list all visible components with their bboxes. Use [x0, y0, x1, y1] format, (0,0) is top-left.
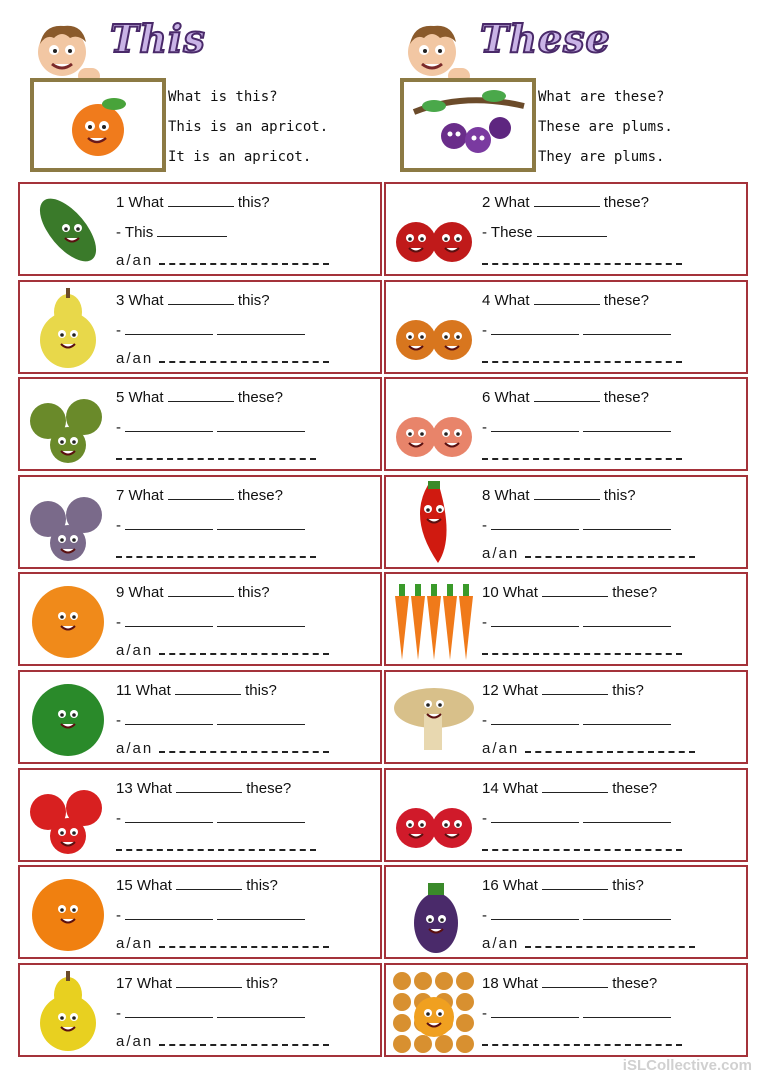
question-number: 6 [482, 389, 491, 407]
question-number: 11 [116, 682, 132, 699]
spelling-dashes[interactable] [116, 548, 316, 558]
question-tail: this? [246, 974, 278, 992]
spelling-dashes[interactable] [482, 1036, 682, 1046]
chili-pepper-icon [388, 479, 480, 565]
quince-icon [22, 967, 114, 1053]
question-number: 2 [482, 194, 491, 211]
question-tail: this? [612, 682, 644, 699]
example-line: What are these? [538, 89, 665, 105]
answer-blank[interactable] [125, 908, 213, 920]
answer-blank[interactable] [168, 293, 234, 305]
answer-blank[interactable] [491, 811, 579, 823]
answer-blank[interactable] [491, 420, 579, 432]
question-word: What [128, 291, 164, 309]
question-tail: this? [246, 877, 278, 895]
hazelnuts-icon [388, 967, 480, 1053]
exercise-card-14 [384, 768, 748, 862]
question-number: 3 [116, 291, 125, 309]
spelling-dashes[interactable] [482, 353, 682, 363]
spelling-line [482, 350, 682, 367]
article-label: a/an [482, 544, 520, 562]
answer-blank[interactable] [542, 976, 608, 988]
question-word: What [502, 682, 538, 699]
answer-blank[interactable] [583, 420, 671, 432]
answer-blank[interactable] [491, 713, 579, 725]
question-line [482, 682, 644, 699]
example-line: This is an apricot. [168, 119, 329, 135]
question-word: What [502, 584, 538, 602]
answer-line: - [116, 419, 305, 436]
question-tail: this? [603, 486, 636, 504]
spelling-line [116, 252, 329, 269]
answer-blank[interactable] [217, 323, 305, 335]
answer-line: - [482, 712, 671, 729]
answer-blank[interactable] [168, 488, 234, 500]
answer-blank[interactable] [125, 323, 213, 335]
answer-line: - [116, 810, 305, 827]
exercise-card-9 [18, 572, 382, 666]
question-word: What [136, 779, 172, 797]
question-line [116, 975, 278, 992]
question-tail: these? [237, 486, 283, 504]
answer-blank[interactable] [176, 781, 242, 793]
spelling-dashes[interactable] [159, 255, 329, 265]
answer-blank[interactable] [491, 908, 579, 920]
spelling-dashes[interactable] [116, 841, 316, 851]
question-number: 4 [482, 291, 491, 309]
question-tail: these? [603, 291, 649, 309]
title-these: These [480, 16, 611, 61]
question-line [116, 682, 277, 699]
question-word: What [136, 877, 172, 895]
answer-line: - [116, 517, 305, 534]
pear-icon [22, 284, 114, 370]
carrots-icon [388, 576, 480, 662]
answer-blank[interactable] [491, 615, 579, 627]
exercise-card-15 [18, 865, 382, 959]
question-line [116, 194, 270, 211]
question-word: What [502, 974, 538, 992]
spelling-line [482, 740, 695, 757]
answer-blank[interactable] [583, 1006, 671, 1018]
answer-line: - [482, 322, 671, 339]
spelling-dashes[interactable] [159, 743, 329, 753]
question-line [482, 389, 649, 406]
question-tail: these? [612, 584, 658, 602]
plums-picture [400, 78, 536, 172]
exercise-card-6 [384, 377, 748, 471]
spelling-dashes[interactable] [525, 743, 695, 753]
question-tail: this? [237, 194, 270, 211]
article-label: a/an [116, 935, 154, 953]
spelling-dashes[interactable] [525, 548, 695, 558]
spelling-line [482, 642, 682, 659]
question-line [482, 194, 649, 211]
answer-blank[interactable] [168, 390, 234, 402]
question-line [116, 780, 291, 797]
answer-blank[interactable] [491, 1006, 579, 1018]
article-label: a/an [116, 349, 154, 367]
answer-line: - [116, 322, 305, 339]
exercise-card-10 [384, 572, 748, 666]
spelling-line [116, 350, 329, 367]
spelling-line [116, 447, 316, 464]
article-label: a/an [116, 252, 154, 269]
answer-line: - [482, 907, 671, 924]
question-number: 1 [116, 194, 125, 211]
answer-line: - [482, 1005, 671, 1022]
spelling-line [482, 935, 695, 952]
question-word: What [494, 486, 530, 504]
answer-blank[interactable] [217, 908, 305, 920]
spelling-dashes[interactable] [159, 938, 329, 948]
exercise-card-3 [18, 280, 382, 374]
spelling-dashes[interactable] [159, 645, 329, 655]
title-this: This [110, 16, 206, 61]
spelling-dashes[interactable] [116, 450, 316, 460]
question-line [116, 292, 270, 309]
answer-blank[interactable] [491, 323, 579, 335]
question-tail: these? [603, 194, 649, 211]
answer-blank[interactable] [534, 488, 600, 500]
question-line [482, 487, 636, 504]
answer-blank[interactable] [217, 713, 305, 725]
exercise-card-12 [384, 670, 748, 764]
question-line [482, 877, 644, 894]
answer-blank[interactable] [217, 811, 305, 823]
answer-blank[interactable] [217, 615, 305, 627]
question-word: What [494, 194, 530, 211]
question-number: 7 [116, 486, 125, 504]
spelling-dashes[interactable] [525, 938, 695, 948]
question-line [482, 780, 657, 797]
question-line [116, 389, 283, 406]
example-these-lines [538, 82, 673, 172]
answer-blank[interactable] [583, 908, 671, 920]
answer-line: - [116, 1005, 305, 1022]
example-this [14, 14, 354, 174]
spelling-dashes[interactable] [482, 450, 682, 460]
question-line [116, 584, 270, 601]
cherries-icon [388, 186, 480, 272]
question-tail: these? [612, 974, 658, 992]
question-line [482, 975, 657, 992]
exercise-card-16 [384, 865, 748, 959]
question-tail: this? [237, 584, 270, 602]
answer-blank[interactable] [534, 390, 600, 402]
answer-blank[interactable] [534, 293, 600, 305]
eggplant-icon [388, 869, 480, 955]
question-number: 14 [482, 779, 499, 797]
question-tail: this? [245, 682, 277, 699]
spelling-dashes[interactable] [482, 645, 682, 655]
answer-blank[interactable] [157, 225, 227, 237]
apricot-picture [30, 78, 166, 172]
answer-blank[interactable] [125, 420, 213, 432]
spelling-line [116, 545, 316, 562]
question-number: 16 [482, 877, 499, 895]
answer-blank[interactable] [175, 683, 241, 695]
question-word: What [135, 682, 171, 699]
exercise-card-11 [18, 670, 382, 764]
answer-blank[interactable] [168, 585, 234, 597]
article-label: a/an [116, 642, 154, 660]
mushroom-icon [388, 674, 480, 760]
answer-start: These [490, 224, 533, 241]
article-label: a/an [116, 740, 154, 757]
question-number: 9 [116, 584, 125, 602]
question-word: What [128, 486, 164, 504]
answer-blank[interactable] [583, 518, 671, 530]
answer-blank[interactable] [583, 323, 671, 335]
question-tail: these? [612, 779, 658, 797]
spelling-dashes[interactable] [159, 353, 329, 363]
spelling-line [482, 447, 682, 464]
question-word: What [502, 877, 538, 895]
question-word: What [128, 584, 164, 602]
olives-icon [22, 381, 114, 467]
question-number: 12 [482, 682, 499, 699]
question-line [116, 877, 278, 894]
exercise-card-7 [18, 475, 382, 569]
answer-blank[interactable] [168, 195, 234, 207]
question-number: 10 [482, 584, 499, 602]
example-line: They are plums. [538, 149, 665, 165]
answer-blank[interactable] [542, 585, 608, 597]
example-line: It is an apricot. [168, 149, 312, 165]
answer-blank[interactable] [534, 195, 600, 207]
article-label: a/an [482, 740, 520, 757]
answer-blank[interactable] [542, 781, 608, 793]
answer-line: - These [482, 224, 607, 241]
answer-blank[interactable] [125, 518, 213, 530]
question-line [116, 487, 283, 504]
question-number: 5 [116, 389, 125, 407]
watermark: iSLCollective.com [622, 1057, 752, 1074]
onions-icon [388, 284, 480, 370]
exercise-card-5 [18, 377, 382, 471]
question-word: What [128, 389, 164, 407]
answer-blank[interactable] [125, 615, 213, 627]
spelling-dashes[interactable] [482, 255, 682, 265]
question-number: 15 [116, 877, 133, 895]
answer-blank[interactable] [537, 225, 607, 237]
answer-blank[interactable] [125, 811, 213, 823]
answer-line: - [482, 614, 671, 631]
answer-blank[interactable] [217, 1006, 305, 1018]
cucumber-icon [22, 186, 114, 272]
spelling-dashes[interactable] [482, 841, 682, 851]
answer-line: - [116, 712, 305, 729]
answer-blank[interactable] [125, 1006, 213, 1018]
answer-blank[interactable] [176, 976, 242, 988]
example-these [384, 14, 744, 174]
exercise-card-8 [384, 475, 748, 569]
answer-blank[interactable] [583, 713, 671, 725]
spelling-line [482, 545, 695, 562]
article-label: a/an [116, 1032, 154, 1050]
answer-blank[interactable] [217, 420, 305, 432]
question-word: What [494, 389, 530, 407]
spelling-dashes[interactable] [159, 1036, 329, 1046]
exercise-card-13 [18, 768, 382, 862]
tangerine-icon [22, 869, 114, 955]
answer-start: This [124, 224, 154, 241]
answer-line: - [116, 907, 305, 924]
question-tail: these? [603, 389, 649, 407]
question-number: 17 [116, 974, 133, 992]
article-label: a/an [482, 935, 520, 953]
strawberries-icon [388, 772, 480, 858]
spelling-line [116, 740, 329, 757]
question-number: 8 [482, 486, 491, 504]
answer-blank[interactable] [583, 615, 671, 627]
answer-blank[interactable] [176, 878, 242, 890]
exercise-card-1 [18, 182, 382, 276]
question-word: What [494, 291, 530, 309]
pumpkin-icon [22, 576, 114, 662]
answer-line: - [482, 419, 671, 436]
answer-blank[interactable] [542, 878, 608, 890]
spelling-line [116, 1033, 329, 1050]
example-line: These are plums. [538, 119, 673, 135]
question-tail: this? [237, 291, 270, 309]
answer-blank[interactable] [217, 518, 305, 530]
example-this-lines [168, 82, 328, 172]
question-word: What [502, 779, 538, 797]
spelling-line [482, 1033, 682, 1050]
tomatoes-icon [22, 772, 114, 858]
question-tail: this? [612, 877, 644, 895]
spelling-line [482, 838, 682, 855]
question-line [482, 292, 649, 309]
exercise-card-4 [384, 280, 748, 374]
exercise-card-17 [18, 963, 382, 1057]
answer-line: - This [116, 224, 227, 241]
peaches-icon [388, 381, 480, 467]
question-tail: these? [237, 389, 283, 407]
spelling-line [116, 935, 329, 952]
answer-blank[interactable] [491, 518, 579, 530]
answer-line: - [116, 614, 305, 631]
question-word: What [128, 194, 164, 211]
exercise-card-2 [384, 182, 748, 276]
question-number: 18 [482, 974, 499, 992]
watermelon-icon [22, 674, 114, 760]
answer-blank[interactable] [542, 683, 608, 695]
answer-blank[interactable] [125, 713, 213, 725]
figs-icon [22, 479, 114, 565]
question-line [482, 584, 657, 601]
question-number: 13 [116, 779, 133, 797]
answer-blank[interactable] [583, 811, 671, 823]
spelling-line [482, 252, 682, 269]
question-word: What [136, 974, 172, 992]
answer-line: - [482, 517, 671, 534]
exercise-card-18 [384, 963, 748, 1057]
example-line: What is this? [168, 89, 278, 105]
answer-line: - [482, 810, 671, 827]
spelling-line [116, 838, 316, 855]
spelling-line [116, 642, 329, 659]
question-tail: these? [246, 779, 292, 797]
